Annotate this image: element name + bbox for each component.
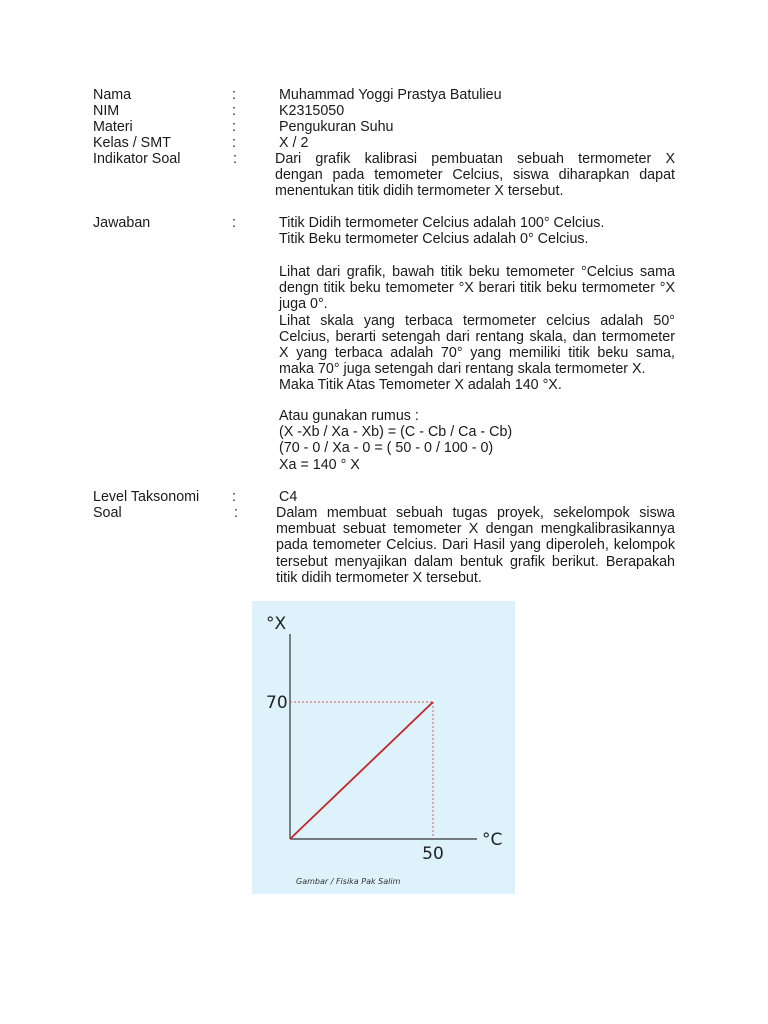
nim-colon: :: [232, 103, 236, 119]
jawaban-line: dengn titik beku temometer °X berari titik beku termometer °X: [279, 280, 675, 297]
jawaban-line: juga 0°.: [279, 296, 328, 313]
series-line: [290, 702, 433, 839]
jawaban-line: Celcius, berarti setengah dari rentang skala, dan termometer: [279, 328, 675, 345]
indikator-label: Indikator Soal: [93, 151, 181, 167]
jawaban-line: X yang terbaca adalah 70° yang memiliki titik beku sama,: [279, 345, 675, 362]
jawaban-line: Maka Titik Atas Temometer X adalah 140 °X.: [279, 377, 562, 394]
indikator-line: Dari grafik kalibrasi pembuatan sebuah termometer X: [275, 151, 675, 167]
jawaban-line: maka 70° juga setengah dari rentang skala termometer X.: [279, 361, 646, 378]
indikator-line: dengan pada temometer Celcius, siswa diharapkan dapat: [275, 167, 675, 184]
soal-line: membuat sebuat temometer X dengan mengkalibrasikannya: [276, 521, 675, 538]
level-value: C4: [279, 489, 298, 505]
soal-line: tersebut menyajikan dalam bentuk grafik berikut. Berapakah: [276, 553, 675, 570]
nama-label: Nama: [93, 87, 132, 103]
jawaban-p2: [279, 264, 675, 394]
jawaban-line: Lihat skala yang terbaca termometer celcius adalah 50°: [279, 312, 675, 329]
kelas-label: Kelas / SMT: [93, 135, 171, 151]
x-tick-label: 50: [422, 844, 444, 864]
y-axis-label: °X: [266, 614, 287, 634]
x-axis-label: °C: [482, 830, 503, 850]
jawaban-line: Titik Beku termometer Celcius adalah 0° Celcius.: [279, 231, 589, 248]
figure-caption: Gambar / Fisika Pak Salim: [296, 877, 401, 886]
nim-value: K2315050: [279, 103, 345, 119]
soal-line: Dalam membuat sebuah tugas proyek, sekelompok siswa: [276, 505, 675, 521]
jawaban-p1: [279, 215, 675, 247]
jawaban-line: (X -Xb / Xa - Xb) = (C - Cb / Ca - Cb): [279, 424, 513, 441]
materi-colon: :: [232, 119, 236, 135]
soal-line: titik didih termometer X tersebut.: [276, 569, 482, 586]
nama-value: Muhammad Yoggi Prastya Batulieu: [279, 87, 502, 103]
nim-label: NIM: [93, 103, 120, 119]
nama-colon: :: [232, 87, 236, 103]
jawaban-line: Titik Didih termometer Celcius adalah 100° Celcius.: [279, 215, 605, 231]
level-label: Level Taksonomi: [93, 489, 200, 505]
jawaban-colon: :: [232, 215, 236, 231]
kelas-value: X / 2: [279, 135, 309, 151]
level-colon: :: [232, 489, 236, 505]
calibration-chart-figure: [252, 601, 515, 894]
jawaban-line: Lihat dari grafik, bawah titik beku temometer °Celcius sama: [279, 264, 675, 280]
jawaban-line: Atau gunakan rumus :: [279, 408, 419, 424]
indikator-colon: :: [233, 151, 237, 167]
materi-label: Materi: [93, 119, 133, 135]
soal-label: Soal: [93, 505, 122, 521]
soal-text: [276, 505, 675, 586]
jawaban-line: (70 - 0 / Xa - 0 = ( 50 - 0 / 100 - 0): [279, 440, 494, 457]
indikator-text: [275, 151, 675, 200]
materi-value: Pengukuran Suhu: [279, 119, 394, 135]
jawaban-line: Xa = 140 ° X: [279, 456, 360, 473]
soal-colon: :: [234, 505, 238, 521]
jawaban-label: Jawaban: [93, 215, 151, 231]
soal-line: pada temometer Celcius. Dari Hasil yang diperoleh, kelompok: [276, 537, 675, 554]
calibration-chart: [252, 601, 515, 894]
kelas-colon: :: [232, 135, 236, 151]
jawaban-p3: [279, 408, 675, 473]
y-tick-label: 70: [266, 693, 288, 713]
indikator-line: menentukan titik didih termometer X tersebut.: [275, 183, 564, 200]
